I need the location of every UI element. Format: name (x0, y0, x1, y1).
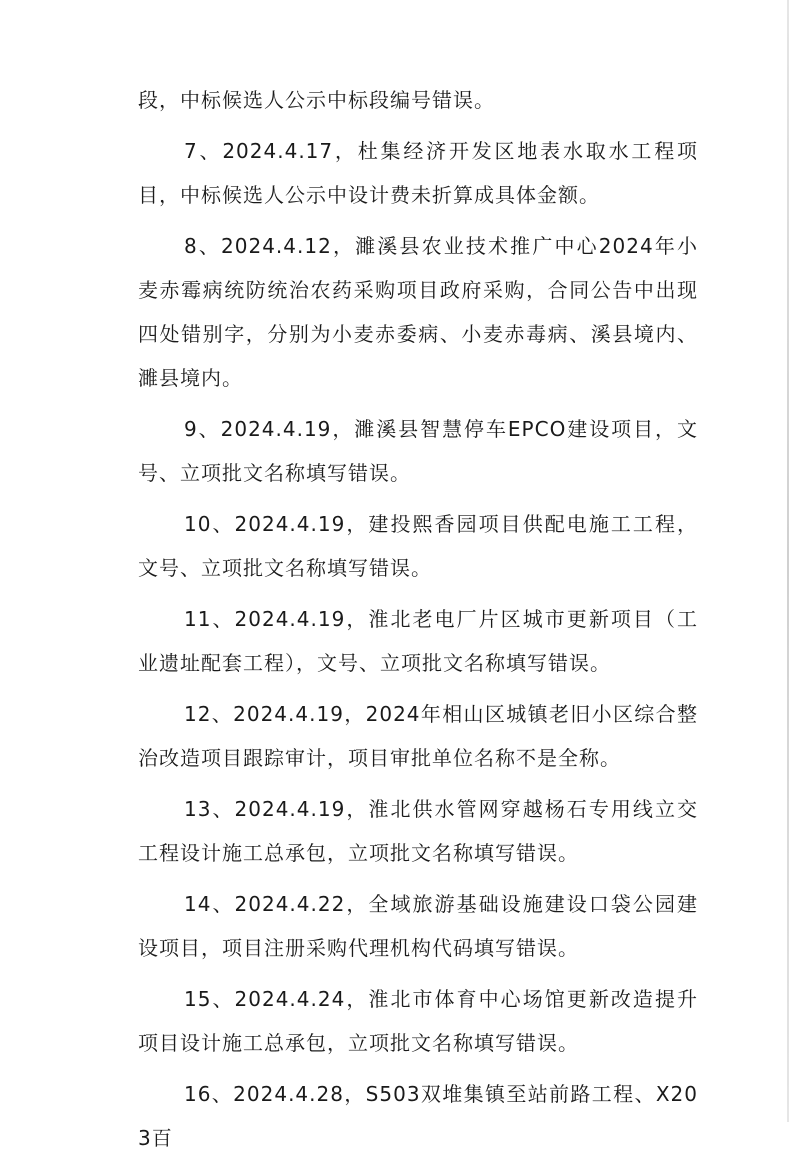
paragraph-item-11: 11、2024.4.19，淮北老电厂片区城市更新项目（工业遗址配套工程），文号、立项批文名称填写错误。 (138, 607, 698, 675)
paragraph-item-9: 9、2024.4.19，濉溪县智慧停车EPCO建设项目，文号、立项批文名称填写错误。 (138, 417, 698, 485)
paragraph-item-7: 7、2024.4.17，杜集经济开发区地表水取水工程项目，中标候选人公示中设计费未折算成具体金额。 (138, 139, 698, 207)
paragraph-item-8: 8、2024.4.12，濉溪县农业技术推广中心2024年小麦赤霉病统防统治农药采购项目政府采购，合同公告中出现四处错别字，分别为小麦赤委病、小麦赤毒病、溪县境内、濉县境内。 (138, 234, 698, 390)
scan-edge-line (787, 0, 789, 1122)
paragraph-item-12: 12、2024.4.19，2024年相山区城镇老旧小区综合整治改造项目跟踪审计，项目审批单位名称不是全称。 (138, 702, 698, 770)
document-body (138, 78, 698, 1167)
paragraph-continued: 段，中标候选人公示中标段编号错误。 (138, 88, 495, 112)
paragraph-item-14: 14、2024.4.22，全域旅游基础设施建设口袋公园建设项目，项目注册采购代理机构代码填写错误。 (138, 892, 698, 960)
paragraph-item-16: 16、2024.4.28，S503双堆集镇至站前路工程、X203百 (138, 1082, 698, 1150)
paragraph-item-13: 13、2024.4.19，淮北供水管网穿越杨石专用线立交工程设计施工总承包，立项批文名称填写错误。 (138, 797, 698, 865)
paragraph-item-15: 15、2024.4.24，淮北市体育中心场馆更新改造提升项目设计施工总承包，立项批文名称填写错误。 (138, 987, 698, 1055)
paragraph-item-10: 10、2024.4.19，建投熙香园项目供配电施工工程，文号、立项批文名称填写错误。 (138, 512, 698, 580)
